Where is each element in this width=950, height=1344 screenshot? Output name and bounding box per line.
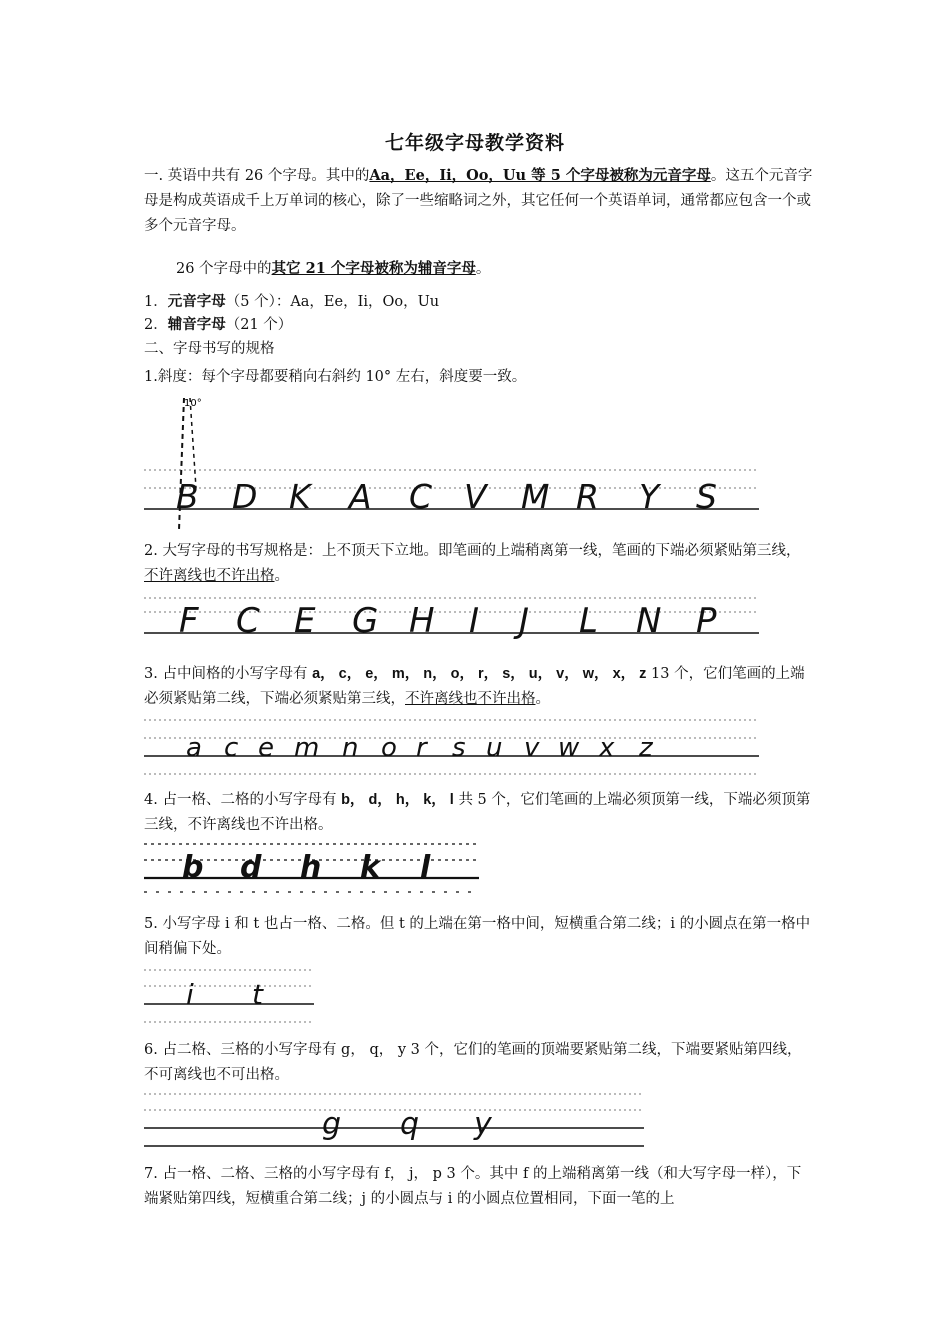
handwritten-letter: d: [240, 850, 262, 885]
rule-5: 5. 小写字母 i 和 t 也占一格、二格。但 t 的上端在第一格中间，短横重合第二线；i 的小圆点在第一格中间稍偏下处。: [144, 916, 811, 957]
handwritten-letter: S: [696, 477, 717, 516]
consonant-paragraph: [176, 256, 846, 282]
handwritten-letter: E: [294, 601, 316, 641]
rule-3: [144, 662, 814, 712]
handwritten-letter: i: [186, 978, 194, 1011]
handwritten-letter: k: [360, 850, 380, 885]
rule-3-middle: 13 个，它们笔画的上端必须紧贴第二线，下端必须紧贴第三线，: [144, 666, 805, 707]
handwriting-row-3: [144, 716, 759, 778]
handwritten-letter: x: [599, 733, 615, 763]
list-num: 1．: [144, 294, 168, 310]
handwritten-letter: w: [558, 733, 580, 763]
handwritten-letter: o: [381, 733, 397, 763]
handwriting-row-1: [144, 388, 759, 533]
handwritten-letter: Y: [639, 477, 660, 516]
handwritten-letter: m: [294, 733, 320, 763]
rule-1: 1.斜度：每个字母都要稍向右斜约 10° 左右，斜度要一致。: [144, 369, 527, 385]
handwritten-letter: v: [524, 733, 540, 763]
rule-2-text: 2. 大写字母的书写规格是：上不顶天下立地。即笔画的上端稍离第一线，笔画的下端必须紧贴第三线，: [144, 543, 801, 559]
handwritten-letter: N: [636, 601, 662, 641]
handwritten-letter: a: [186, 733, 202, 763]
handwritten-letter: M: [521, 477, 550, 516]
handwriting-row-4: [144, 840, 479, 896]
rule-3-underlined: 不许离线也不许出格: [405, 691, 536, 707]
handwritten-letter: b: [182, 850, 204, 885]
intro-rest: 。这五个元音字母是构成英语成千上万单词的核心，除了一些缩略词之外，其它任何一个英语单词，通常都应包含一个或多个元音字母。: [144, 168, 813, 234]
handwritten-letter: C: [409, 477, 433, 516]
list-num: 2．: [144, 317, 168, 333]
handwritten-letter: r: [416, 733, 427, 763]
rule-7: 7. 占一格、二格、三格的小写字母有 f， j， p 3 个。其中 f 的上端稍离第一线（和大写字母一样），下端紧贴第四线，短横重合第二线；j 的小圆点与 i 的小圆点位置相同，下面一笔的上: [144, 1166, 802, 1207]
handwritten-letter: G: [352, 601, 379, 641]
consonant-suffix: 。: [475, 261, 491, 277]
handwritten-letter: t: [252, 978, 263, 1011]
intro-prefix: 一. 英语中共有 26 个字母。其中的: [144, 168, 370, 184]
handwritten-letter: J: [519, 601, 530, 641]
rule-2: [144, 539, 814, 589]
rule-3-letters: a， c， e， m， n， o， r， s， u， v， w， x， z: [312, 666, 647, 682]
handwritten-letter: y: [474, 1107, 492, 1142]
handwritten-letter: V: [464, 477, 487, 516]
handwritten-letter: s: [452, 733, 466, 763]
page-title: 七年级字母教学资料: [384, 132, 565, 154]
handwritten-letter: A: [349, 477, 372, 516]
handwritten-letter: L: [579, 601, 598, 641]
handwritten-letter: C: [236, 601, 260, 641]
handwritten-letter: l: [420, 850, 431, 885]
handwritten-letter: P: [696, 601, 717, 641]
section-heading: 二、字母书写的规格: [144, 341, 275, 357]
rule-4: [144, 788, 814, 838]
list-rest: （21 个）: [225, 317, 293, 333]
handwritten-letter: H: [409, 601, 435, 641]
rule-4-letters: b， d， h， k， l: [341, 792, 454, 808]
handwritten-letter: I: [469, 601, 480, 641]
handwritten-letter: K: [289, 477, 311, 516]
consonant-prefix: 26 个字母中的: [176, 261, 272, 277]
handwritten-letter: z: [639, 733, 653, 763]
handwritten-letter: u: [486, 733, 503, 763]
handwritten-letter: h: [300, 850, 322, 885]
list-item: [144, 314, 292, 336]
rule-4-prefix: 4. 占一格、二格的小写字母有: [144, 792, 342, 808]
rule-2-end: 。: [274, 568, 289, 584]
rule-2-underlined: 不许离线也不许出格: [144, 568, 275, 584]
intro-paragraph: [144, 163, 814, 239]
handwritten-letter: R: [576, 477, 599, 516]
list-rest: （5 个）：Aa，Ee，Ii，Oo，Uu: [225, 294, 440, 310]
list-label: 辅音字母: [167, 316, 226, 333]
handwritten-letter: e: [258, 733, 274, 763]
handwritten-letter: B: [176, 477, 199, 516]
list-label: 元音字母: [167, 293, 226, 310]
handwritten-letter: c: [224, 733, 239, 763]
handwriting-row-2: [144, 594, 759, 641]
slant-label: 10°: [184, 398, 202, 409]
rule-3-prefix: 3. 占中间格的小写字母有: [144, 666, 313, 682]
handwritten-letter: n: [342, 733, 359, 763]
handwritten-letter: F: [179, 601, 199, 641]
list-item: [144, 291, 439, 313]
rule-4-rest: 共 5 个，它们笔画的上端必须顶第一线，下端必须顶第三线，不许离线也不许出格。: [144, 792, 811, 833]
rule-3-end: 。: [535, 691, 550, 707]
handwriting-row-5: [144, 966, 314, 1026]
handwriting-row-6: [144, 1090, 644, 1152]
vowel-highlight: Aa，Ee，Ii，Oo，Uu 等 5 个字母被称为元音字母: [369, 167, 711, 184]
handwritten-letter: g: [322, 1107, 342, 1142]
consonant-highlight: 其它 21 个字母被称为辅音字母: [271, 260, 476, 277]
handwritten-letter: q: [400, 1107, 420, 1142]
rule-6: 6. 占二格、三格的小写字母有 g， q， y 3 个，它们的笔画的顶端要紧贴第二线，下端要紧贴第四线，不可离线也不可出格。: [144, 1042, 802, 1083]
handwritten-letter: D: [232, 477, 258, 516]
